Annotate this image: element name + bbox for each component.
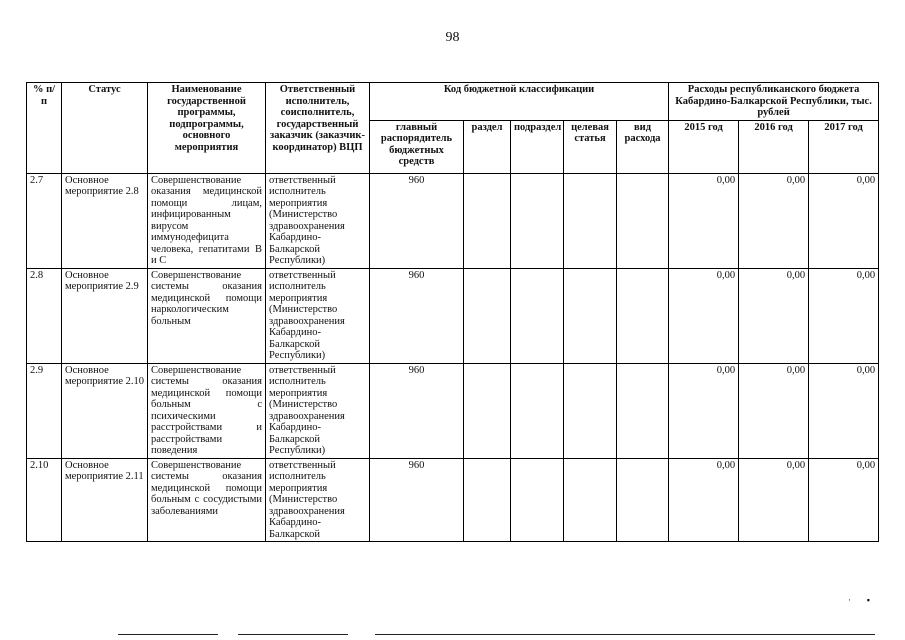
row-2015: 0,00 (669, 268, 739, 363)
header-2017: 2017 год (809, 120, 879, 173)
row-celevaya (564, 268, 617, 363)
bottom-rule (118, 634, 218, 635)
header-vid: вид расхода (617, 120, 669, 173)
row-celevaya (564, 458, 617, 542)
header-num: % п/п (27, 83, 62, 174)
row-2017: 0,00 (809, 173, 879, 268)
row-2017: 0,00 (809, 363, 879, 458)
header-celevaya: целевая статья (564, 120, 617, 173)
row-vid (617, 268, 669, 363)
row-name: Совершенствование системы оказания медицинской помощи больным с сосудистыми заболеваниями (148, 458, 266, 542)
row-razdel (464, 363, 511, 458)
row-podrazdel (511, 268, 564, 363)
row-vid (617, 363, 669, 458)
row-executor: ответственный исполнитель мероприятия (Министерство здравоохранения Кабардино-Балкарской Республики) (266, 173, 370, 268)
row-2015: 0,00 (669, 173, 739, 268)
table-row (27, 363, 879, 458)
budget-table (26, 82, 879, 542)
row-2017: 0,00 (809, 268, 879, 363)
row-2016: 0,00 (739, 268, 809, 363)
header-budget-code: Код бюджетной классификации (370, 83, 669, 121)
row-razdel (464, 173, 511, 268)
table-row (27, 173, 879, 268)
row-razdel (464, 268, 511, 363)
row-celevaya (564, 363, 617, 458)
row-razdel (464, 458, 511, 542)
row-num: 2.8 (27, 268, 62, 363)
page-number: 98 (445, 30, 460, 45)
table-row (27, 458, 879, 542)
header-row-top (27, 83, 879, 121)
table-row (27, 268, 879, 363)
header-2016: 2016 год (739, 120, 809, 173)
header-expenses: Расходы республиканского бюджета Кабардино-Балкарской Республики, тыс. рублей (669, 83, 879, 121)
row-vid (617, 458, 669, 542)
header-2015: 2015 год (669, 120, 739, 173)
row-grbs: 960 (370, 173, 464, 268)
bottom-rule (375, 634, 875, 635)
row-status: Основное мероприятие 2.11 (62, 458, 148, 542)
row-executor: ответственный исполнитель мероприятия (Министерство здравоохранения Кабардино-Балкарской (266, 458, 370, 542)
header-executor: Ответственный исполнитель, соисполнитель, государственный заказчик (заказчик-координатор) ВЦП (266, 83, 370, 174)
header-podrazdel: подраздел (511, 120, 564, 173)
row-name: Совершенствование оказания медицинской помощи лицам, инфицированным вирусом иммунодефицита человека, гепатитами В и С (148, 173, 266, 268)
row-2016: 0,00 (739, 363, 809, 458)
row-2017: 0,00 (809, 458, 879, 542)
row-2015: 0,00 (669, 458, 739, 542)
row-num: 2.9 (27, 363, 62, 458)
row-executor: ответственный исполнитель мероприятия (Министерство здравоохранения Кабардино-Балкарской Республики) (266, 268, 370, 363)
row-celevaya (564, 173, 617, 268)
row-grbs: 960 (370, 268, 464, 363)
row-grbs: 960 (370, 363, 464, 458)
row-status: Основное мероприятие 2.9 (62, 268, 148, 363)
row-num: 2.7 (27, 173, 62, 268)
header-name: Наименование государственной программы, подпрограммы, основного мероприятия (148, 83, 266, 174)
row-podrazdel (511, 363, 564, 458)
row-grbs: 960 (370, 458, 464, 542)
header-razdel: раздел (464, 120, 511, 173)
header-status: Статус (62, 83, 148, 174)
row-num: 2.10 (27, 458, 62, 542)
row-podrazdel (511, 173, 564, 268)
row-podrazdel (511, 458, 564, 542)
scan-specks: · ▪ (848, 595, 870, 605)
row-2015: 0,00 (669, 363, 739, 458)
row-status: Основное мероприятие 2.8 (62, 173, 148, 268)
row-2016: 0,00 (739, 173, 809, 268)
row-name: Совершенствование системы оказания медицинской помощи больным с психическими расстройствами и расстройствами поведения (148, 363, 266, 458)
row-name: Совершенствование системы оказания медицинской помощи наркологическим больным (148, 268, 266, 363)
header-grbs: главный распорядитель бюджетных средств (370, 120, 464, 173)
row-vid (617, 173, 669, 268)
row-executor: ответственный исполнитель мероприятия (Министерство здравоохранения Кабардино-Балкарской Республики) (266, 363, 370, 458)
row-status: Основное мероприятие 2.10 (62, 363, 148, 458)
row-2016: 0,00 (739, 458, 809, 542)
bottom-rule (238, 634, 348, 635)
